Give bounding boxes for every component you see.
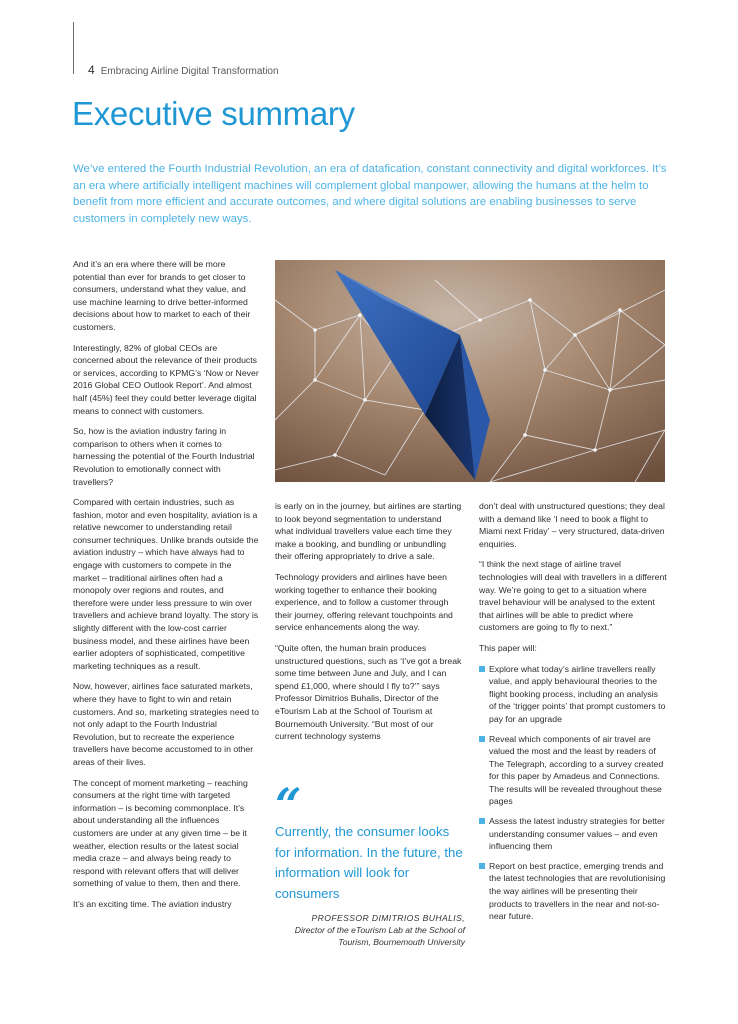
page-title: Executive summary bbox=[72, 95, 355, 132]
body-paragraph: “Quite often, the human brain produces unstructured questions, such as ‘I’ve got a break some time between June and July, and I can spend £1,000, where should I fly to?’” says Professor Dimitrios Buhalis, Director of the eTourism Lab at the School of Tourism at Bournemouth University. “But most of our current technology systems bbox=[275, 642, 462, 742]
column-left bbox=[73, 258, 260, 919]
body-paragraph: Now, however, airlines face saturated markets, where they have to fight to win and retain customers. And so, marketing strategies need to not only adapt to the Fourth Industrial Revolution, but to recreate the experience travellers have become accustomed to in other areas of their lives. bbox=[73, 681, 259, 767]
quote-author-role: Director of the eTourism Lab at the School of Tourism, Bournemouth University bbox=[294, 925, 465, 947]
lead-paragraph: We’ve entered the Fourth Industrial Revolution, an era of datafication, constant connectivity and digital workforces. It’s an era where artificially intelligent machines will complement global manpower, allowing the humans at the helm to benefit from more efficient and accurate outcomes, and where digital solutions are enabling businesses to serve customers in completely new ways. bbox=[73, 163, 667, 225]
bullet-square-icon bbox=[479, 666, 485, 672]
running-title: Embracing Airline Digital Transformation bbox=[100, 66, 279, 77]
bullet-square-icon bbox=[479, 863, 485, 869]
running-header bbox=[88, 63, 279, 77]
bullet-list bbox=[479, 663, 667, 923]
list-item: Report on best practice, emerging trends and the latest technologies that are revolutionising the way airlines will be presenting their products to travellers in the near and not-so-near future. bbox=[479, 860, 667, 923]
body-paragraph: Interestingly, 82% of global CEOs are concerned about the relevance of their products or services, according to KPMG’s ‘Now or Never 2016 Global CEO Outlook Report’. And almost half (45%) feel they could better leverage digital means to connect with customers. bbox=[73, 342, 259, 416]
list-item: Reveal which components of air travel are valued the most and the least by readers of The Telegraph, according to a survey created for this paper by Amadeus and Connections. The results will be revealed throughout these pages bbox=[479, 733, 667, 809]
body-paragraph: The concept of moment marketing – reaching consumers at the right time with targeted information – is becoming commonplace. It’s about understanding all the influences customers are under at any given time – be it weather, election results or the latest social media craze – and always being ready to respond with relevant offers that will deliver something of value to them, then and there. bbox=[73, 777, 248, 889]
page-number: 4 bbox=[88, 63, 95, 77]
quote-author-name: PROFESSOR DIMITRIOS BUHALIS, bbox=[311, 913, 465, 923]
body-paragraph: Compared with certain industries, such as fashion, motor and even hospitality, aviation is a relative newcomer to understanding retail consumer techniques. Unlike brands outside the aviation industry – which have always had to engage with customers to compete in the market – traditional airlines often had a monopoly over regions and routes, and therefore were under less pressure to win over travellers and achieve brand loyalty. The story is slightly different with the low-cost carrier business model, and these airlines have been earlier adopters of sophisticated, competitive marketing techniques as a result. bbox=[73, 497, 259, 671]
body-paragraph: don’t deal with unstructured questions; they deal with a demand like ‘I need to book a flight to Miami next Friday’ – very structured, data-driven enquiries. bbox=[479, 501, 665, 549]
body-paragraph: It’s an exciting time. The aviation industry bbox=[73, 898, 232, 909]
body-paragraph: “I think the next stage of airline travel technologies will deal with travellers in a different way. We’re going to get to a situation where travel behaviour will be analysed to the extent that airlines will be able to predict where customers are going to fly to next.” bbox=[479, 559, 667, 633]
pull-quote-text: Currently, the consumer looks for information. In the future, the information will look for consumers bbox=[275, 824, 463, 901]
pull-quote-attribution bbox=[275, 912, 465, 948]
body-paragraph: So, how is the aviation industry faring in comparison to others when it comes to harnessing the potential of the Fourth Industrial Revolution to emotionally connect with travellers? bbox=[73, 426, 255, 487]
bullet-square-icon bbox=[479, 818, 485, 824]
body-paragraph: Technology providers and airlines have been working together to enhance their booking experience, and to follow a customer through their journey, offering relevant touchpoints and service enhancements along the way. bbox=[275, 571, 453, 633]
column-middle bbox=[275, 500, 462, 751]
page-rule bbox=[73, 22, 74, 74]
column-right bbox=[479, 500, 667, 930]
list-item: Explore what today’s airline travellers really value, and apply behavioural theories to the flight booking process, including an analysis of the ‘trigger points’ that prompt customers to pay for an upgrade bbox=[479, 663, 667, 726]
body-paragraph: This paper will: bbox=[479, 642, 537, 653]
paper-plane-network-photo bbox=[275, 260, 665, 482]
body-paragraph: And it’s an era where there will be more potential than ever for brands to get closer to consumers, understand what they value, and use machine learning to drive better-informed decisions about how to market to each of their customers. bbox=[73, 259, 251, 332]
pull-quote bbox=[275, 778, 465, 948]
quote-mark-icon: “ bbox=[275, 778, 302, 832]
list-item: Assess the latest industry strategies for better understanding consumer values – and even influencing them bbox=[479, 815, 667, 853]
bullet-square-icon bbox=[479, 736, 485, 742]
body-paragraph: is early on in the journey, but airlines are starting to look beyond segmentation to understand what individual travellers value each time they make a booking, and bundling or unbundling their offering appropriately to drive a sale. bbox=[275, 501, 462, 562]
